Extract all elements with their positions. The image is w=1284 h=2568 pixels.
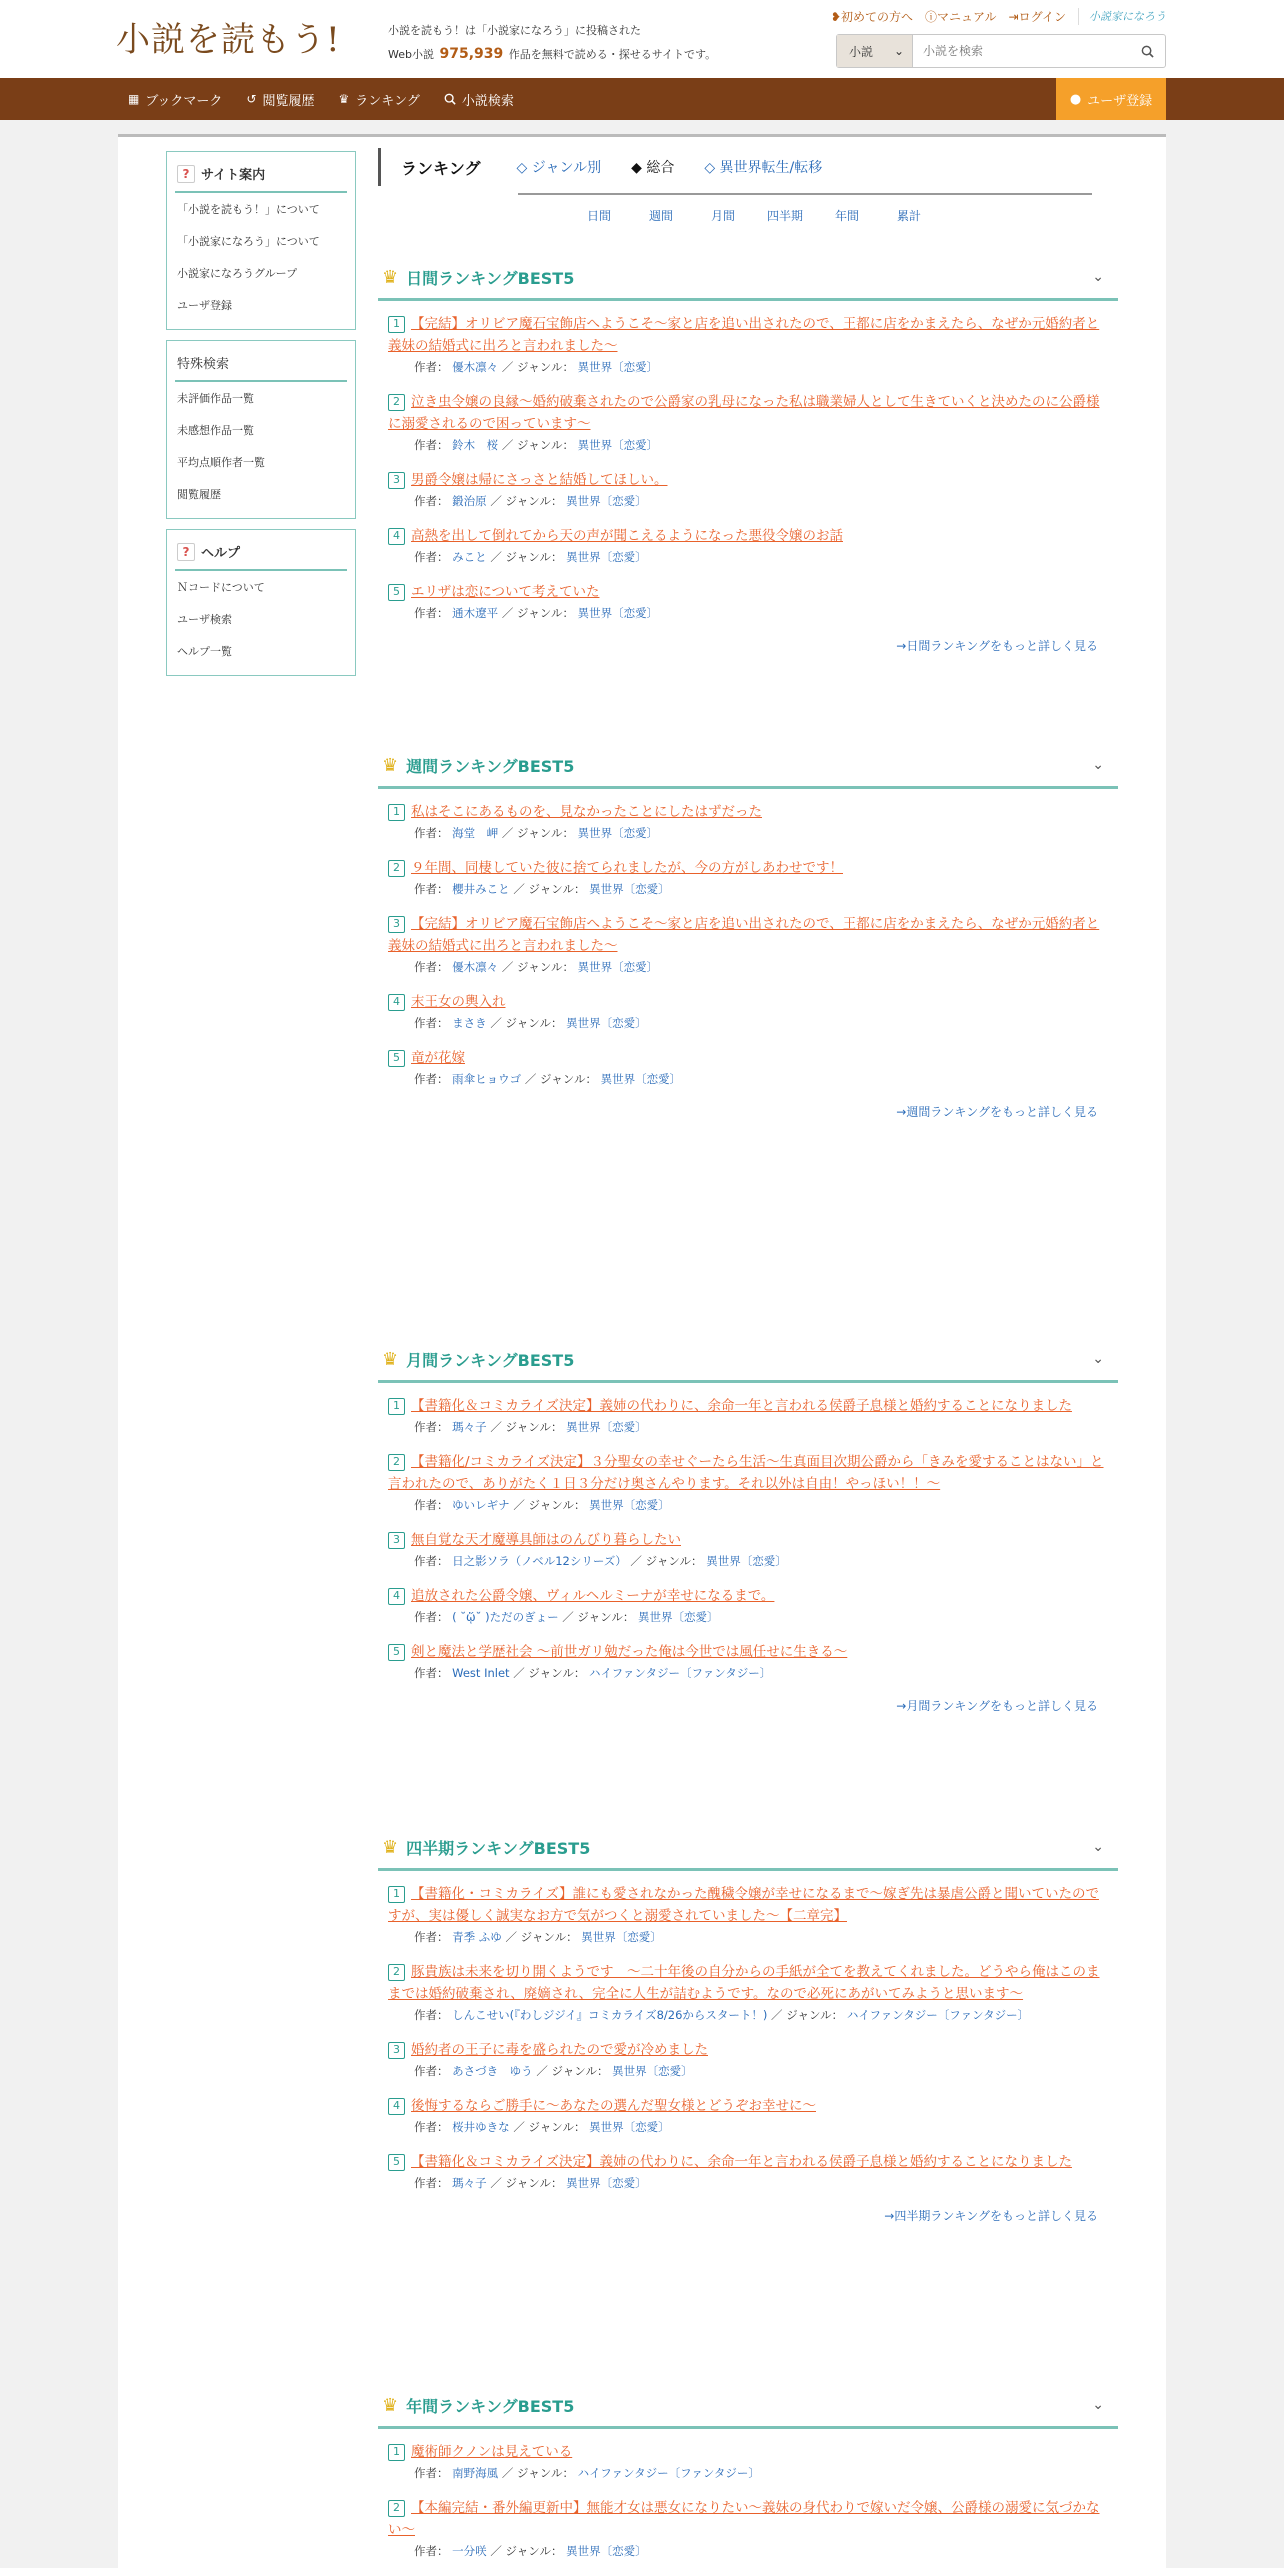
entry-meta: 作者： 桜井ゆきな ／ ジャンル： 異世界〔恋愛〕 — [414, 2120, 670, 2134]
genre-link[interactable]: 異世界〔恋愛〕 — [600, 1072, 682, 1086]
special-search-title: 特殊検索 — [175, 347, 347, 382]
page-title: ランキング — [401, 158, 481, 178]
search-type-select[interactable]: 小説 ⌄ — [837, 35, 913, 67]
sidebar-item-register[interactable]: ユーザ登録 — [177, 299, 232, 312]
crown-icon: ♛ — [382, 2395, 399, 2416]
list-item — [388, 801, 1108, 843]
author-link[interactable]: 日之影ソラ（ノベル12シリーズ） — [452, 1554, 627, 1568]
author-link[interactable]: West Inlet — [452, 1666, 510, 1680]
section-header[interactable] — [378, 2385, 1118, 2429]
chevron-down-icon: ⌄ — [893, 44, 904, 58]
genre-link[interactable]: 異世界〔恋愛〕 — [566, 2176, 647, 2190]
genre-link[interactable]: 異世界〔恋愛〕 — [566, 2544, 647, 2558]
section-header[interactable] — [378, 257, 1118, 301]
help-title: ヘルプ — [201, 546, 241, 561]
work-count: 975,939 — [439, 46, 504, 62]
special-search-box — [166, 340, 356, 519]
narou-logo-link[interactable]: 小説家になろう — [1078, 8, 1166, 25]
rank-number: 4 — [388, 2098, 405, 2115]
entry-meta: 作者： West Inlet ／ ジャンル： ハイファンタジー〔ファンタジー〕 — [414, 1666, 772, 1680]
genre-link[interactable]: 異世界〔恋愛〕 — [566, 1420, 647, 1434]
sidebar-item-about-yomou[interactable]: 「小説を読もう！」について — [177, 203, 320, 216]
novel-title-link[interactable]: 5 エリザは恋について考えていた — [388, 581, 1108, 603]
list-item — [388, 391, 1108, 455]
novel-title-link[interactable]: 3 無自覚な天才魔導具師はのんびり暮らしたい — [388, 1529, 1108, 1551]
sidebar-item-avg-score[interactable]: 平均点順作者一覧 — [177, 456, 265, 469]
section-header[interactable] — [378, 745, 1118, 789]
rank-number: 3 — [388, 1532, 405, 1549]
genre-link[interactable]: 異世界〔恋愛〕 — [577, 438, 659, 452]
genre-link[interactable]: 異世界〔恋愛〕 — [577, 606, 659, 620]
author-link[interactable]: あさづき ゆう — [452, 2064, 533, 2078]
author-link[interactable]: まさき — [452, 1016, 487, 1030]
novel-title-link[interactable]: 1 魔術師クノンは見えている — [388, 2441, 1108, 2463]
author-link[interactable]: 鈴木 桜 — [452, 438, 499, 452]
rank-number: 5 — [388, 1050, 405, 1067]
tab-overall[interactable]: ◆ 総合 — [631, 160, 675, 176]
genre-link[interactable]: 異世界〔恋愛〕 — [612, 2064, 693, 2078]
list-item — [388, 1961, 1108, 2025]
author-link[interactable]: 通木遼平 — [452, 606, 499, 620]
section-title: 日間ランキングBEST5 — [406, 269, 575, 288]
tab-isekai[interactable]: ◇ 異世界転生/転移 — [704, 160, 823, 176]
entry-meta: 作者： 瑪々子 ／ ジャンル： 異世界〔恋愛〕 — [414, 1420, 647, 1434]
entry-meta: 作者： まさき ／ ジャンル： 異世界〔恋愛〕 — [414, 1016, 647, 1030]
author-link[interactable]: 一分咲 — [452, 2544, 487, 2558]
entry-meta: 作者： 日之影ソラ（ノベル12シリーズ） ／ ジャンル： 異世界〔恋愛〕 — [414, 1554, 787, 1568]
author-link[interactable]: 海堂 岬 — [452, 826, 499, 840]
content-container — [118, 134, 1166, 2568]
sidebar-item-narou-group[interactable]: 小説家になろうグループ — [177, 267, 298, 280]
author-link[interactable]: 鍛治原 — [452, 494, 487, 508]
tagline-count: Web小説 975,939 作品を無料で読める・探せるサイトです。 — [388, 46, 717, 62]
search-icon — [1141, 45, 1154, 58]
entry-meta: 作者： ゆいレギナ ／ ジャンル： 異世界〔恋愛〕 — [414, 1498, 670, 1512]
entry-meta: 作者： 南野海風 ／ ジャンル： ハイファンタジー〔ファンタジー〕 — [414, 2466, 760, 2480]
list-item — [388, 2039, 1108, 2081]
entry-meta: 作者： しんこせい(『わしジジイ』コミカライズ8/26からスタート！) ／ ジャンル： ハイファンタジー〔ファンタジー〕 — [414, 2008, 1030, 2022]
rank-number: 3 — [388, 2042, 405, 2059]
novel-title-link[interactable]: 4 追放された公爵令嬢、ヴィルヘルミーナが幸せになるまで。 — [388, 1585, 1108, 1607]
main-nav — [0, 78, 1284, 120]
author-link[interactable]: 櫻井みこと — [452, 882, 510, 896]
login-link[interactable]: ⇥ログイン — [1008, 10, 1066, 24]
sidebar-item-user-search[interactable]: ユーザ検索 — [177, 613, 232, 626]
sidebar-item-history[interactable]: 閲覧履歴 — [177, 488, 221, 501]
genre-link[interactable]: 異世界〔恋愛〕 — [566, 550, 647, 564]
rank-number: 4 — [388, 1588, 405, 1605]
site-logo[interactable]: 小説を読もう! — [116, 20, 341, 60]
list-item — [388, 469, 1108, 511]
crown-icon: ♛ — [382, 755, 399, 776]
entry-list — [378, 789, 1118, 1089]
entry-meta: 作者： 優木凛々 ／ ジャンル： 異世界〔恋愛〕 — [414, 960, 659, 974]
genre-link[interactable]: 異世界〔恋愛〕 — [577, 826, 659, 840]
entry-meta: 作者： 優木凛々 ／ ジャンル： 異世界〔恋愛〕 — [414, 360, 659, 374]
search-button[interactable] — [1129, 35, 1165, 67]
site-header — [0, 0, 1284, 78]
chevron-down-icon[interactable]: ⌄ — [1092, 2397, 1104, 2413]
question-icon: ⓘ — [924, 10, 937, 24]
entry-meta: 作者： ( ˘ᾥ˘ )ただのぎょー ／ ジャンル： 異世界〔恋愛〕 — [414, 1610, 719, 1624]
author-link[interactable]: 優木凛々 — [452, 960, 499, 974]
rank-number: 3 — [388, 916, 405, 933]
sidebar-item-help-list[interactable]: ヘルプ一覧 — [177, 645, 232, 658]
genre-link[interactable]: 異世界〔恋愛〕 — [638, 1610, 719, 1624]
novel-title-link[interactable]: 2 ９年間、同棲していた彼に捨てられましたが、今の方がしあわせです！ — [388, 857, 1108, 879]
genre-link[interactable]: 異世界〔恋愛〕 — [566, 1016, 647, 1030]
entry-meta: 作者： 鈴木 桜 ／ ジャンル： 異世界〔恋愛〕 — [414, 438, 659, 452]
genre-link[interactable]: 異世界〔恋愛〕 — [566, 494, 647, 508]
more-link[interactable]: →月間ランキングをもっと詳しく見る — [896, 1699, 1098, 1713]
list-item — [388, 913, 1108, 977]
novel-title-link[interactable]: 4 末王女の輿入れ — [388, 991, 1108, 1013]
ranking-section-yearly — [378, 2385, 1118, 2568]
author-link[interactable]: 南野海風 — [452, 2466, 499, 2480]
list-item — [388, 2151, 1108, 2193]
entry-meta: 作者： みこと ／ ジャンル： 異世界〔恋愛〕 — [414, 550, 647, 564]
ranking-header — [378, 147, 1098, 187]
rank-number: 2 — [388, 1964, 405, 1981]
novel-title-link[interactable]: 1 【完結】オリビア魔石宝飾店へようこそ～家と店を追い出されたので、王都に店をかまえたら、なぜか元婚約者と義妹の結婚式に出ろと言われました～ — [388, 316, 1100, 354]
list-item — [388, 2095, 1108, 2137]
site-guide-title: サイト案内 — [201, 168, 266, 183]
help-box — [166, 529, 356, 676]
genre-link[interactable]: 異世界〔恋愛〕 — [589, 1498, 670, 1512]
rank-number: 2 — [388, 2500, 405, 2517]
search-bar — [836, 34, 1166, 68]
list-item — [388, 1585, 1108, 1627]
crown-icon: ♛ — [382, 1837, 399, 1858]
period-yearly[interactable]: 年間 — [834, 209, 859, 223]
genre-link[interactable]: 異世界〔恋愛〕 — [577, 360, 659, 374]
entry-list — [378, 1383, 1118, 1683]
author-link[interactable]: しんこせい(『わしジジイ』コミカライズ8/26からスタート！) — [452, 2008, 768, 2022]
genre-link[interactable]: 異世界〔恋愛〕 — [706, 1554, 787, 1568]
sidebar — [166, 151, 356, 686]
list-item — [388, 525, 1108, 567]
list-item — [388, 1451, 1108, 1515]
author-link[interactable]: 桜井ゆきな — [452, 2120, 510, 2134]
nav-history[interactable]: ↺ 閲覧履歴 — [246, 92, 315, 109]
more-link[interactable]: →日間ランキングをもっと詳しく見る — [896, 639, 1098, 653]
more-link[interactable]: →四半期ランキングをもっと詳しく見る — [884, 2209, 1098, 2223]
chevron-down-icon[interactable]: ⌄ — [1092, 269, 1104, 285]
novel-title-link[interactable]: 3 婚約者の王子に毒を盛られたので愛が冷めました — [388, 2039, 1108, 2061]
list-item — [388, 1883, 1108, 1947]
author-link[interactable]: 雨傘ヒョウゴ — [452, 1072, 522, 1086]
author-link[interactable]: 瑪々子 — [452, 2176, 487, 2190]
register-button[interactable]: ● ユーザ登録 — [1056, 78, 1166, 120]
entry-meta: 作者： 瑪々子 ／ ジャンル： 異世界〔恋愛〕 — [414, 2176, 647, 2190]
novel-title-link[interactable]: 5 竜が花嫁 — [388, 1047, 1108, 1069]
novel-title-link[interactable]: 2 豚貴族は未来を切り開くようです ～二十年後の自分からの手紙が全てを教えてくれました。どうやら俺はこのままでは婚約破棄され、廃嫡され、完全に人生が詰むようです。なので必死にあがいてみようと思います～ — [388, 1964, 1100, 2002]
nav-ranking[interactable]: ♛ ランキング — [338, 92, 420, 109]
period-weekly[interactable]: 週間 — [648, 209, 673, 223]
list-item — [388, 1047, 1108, 1089]
author-link[interactable]: ゆいレギナ — [452, 1498, 510, 1512]
history-icon: ↺ — [246, 92, 257, 106]
ranking-section-daily — [378, 257, 1118, 654]
genre-link[interactable]: 異世界〔恋愛〕 — [589, 2120, 670, 2134]
rank-number: 1 — [388, 316, 405, 333]
entry-meta: 作者： 雨傘ヒョウゴ ／ ジャンル： 異世界〔恋愛〕 — [414, 1072, 682, 1086]
list-item — [388, 2497, 1108, 2561]
period-total[interactable]: 累計 — [896, 209, 921, 223]
sidebar-item-ncode[interactable]: Ｎコードについて — [177, 581, 265, 594]
section-header[interactable] — [378, 1827, 1118, 1871]
novel-title-link[interactable]: 2 【書籍化/コミカライズ決定】３分聖女の幸せぐーたら生活～生真面目次期公爵から「きみを愛することはない」と言われたので、ありがたく１日３分だけ奥さんやります。それ以外は自由！やっほい！！～ — [388, 1454, 1104, 1492]
search-input[interactable] — [913, 35, 1129, 67]
bookmark-icon: ▦ — [128, 92, 140, 106]
user-icon: ● — [1069, 91, 1082, 107]
author-link[interactable]: ( ˘ᾥ˘ )ただのぎょー — [452, 1610, 559, 1624]
list-item — [388, 991, 1108, 1033]
rank-number: 1 — [388, 2444, 405, 2461]
novel-title-link[interactable]: 1 【書籍化＆コミカライズ決定】義姉の代わりに、余命一年と言われる侯爵子息様と婚約することになりました — [388, 1395, 1108, 1417]
tab-genre[interactable]: ◇ ジャンル別 — [516, 160, 602, 176]
rank-number: 2 — [388, 860, 405, 877]
list-item — [388, 1641, 1108, 1683]
rank-number: 1 — [388, 1398, 405, 1415]
novel-title-link[interactable]: 2 【本編完結・番外編更新中】無能才女は悪女になりたい～義妹の身代わりで嫁いだ令嬢、公爵様の溺愛に気づかない～ — [388, 2500, 1100, 2538]
rank-number: 1 — [388, 804, 405, 821]
ranking-section-weekly — [378, 745, 1118, 1120]
list-item — [388, 313, 1108, 377]
rank-number: 5 — [388, 2154, 405, 2171]
rank-number: 4 — [388, 528, 405, 545]
sidebar-item-unrated[interactable]: 未評価作品一覧 — [177, 392, 254, 405]
novel-title-link[interactable]: 3 【完結】オリビア魔石宝飾店へようこそ～家と店を追い出されたので、王都に店をかまえたら、なぜか元婚約者と義妹の結婚式に出ろと言われました～ — [388, 916, 1100, 954]
list-item — [388, 857, 1108, 899]
rank-number: 5 — [388, 1644, 405, 1661]
rank-number: 4 — [388, 994, 405, 1011]
genre-link[interactable]: 異世界〔恋愛〕 — [577, 960, 659, 974]
period-daily[interactable]: 日間 — [586, 209, 611, 223]
login-icon: ⇥ — [1008, 10, 1019, 24]
rank-number: 5 — [388, 584, 405, 601]
genre-link[interactable]: 異世界〔恋愛〕 — [581, 1930, 662, 1944]
section-title: 四半期ランキングBEST5 — [406, 1839, 591, 1858]
manual-link[interactable]: ⓘマニュアル — [924, 10, 997, 24]
section-title: 年間ランキングBEST5 — [406, 2397, 575, 2416]
entry-meta: 作者： 海堂 岬 ／ ジャンル： 異世界〔恋愛〕 — [414, 826, 659, 840]
question-icon: ? — [177, 165, 195, 183]
entry-meta: 作者： 一分咲 ／ ジャンル： 異世界〔恋愛〕 — [414, 2544, 647, 2558]
entry-meta: 作者： 通木遼平 ／ ジャンル： 異世界〔恋愛〕 — [414, 606, 659, 620]
entry-list — [378, 2429, 1118, 2561]
novel-title-link[interactable]: 1 私はそこにあるものを、見なかったことにしたはずだった — [388, 801, 1108, 823]
novel-title-link[interactable]: 2 泣き虫令嬢の良縁～婚約破棄されたので公爵家の乳母になった私は職業婦人として生きていくと決めたのに公爵様に溺愛されるので困っています～ — [388, 394, 1100, 432]
rank-number: 3 — [388, 472, 405, 489]
genre-link[interactable]: ハイファンタジー〔ファンタジー〕 — [577, 2466, 760, 2480]
genre-link[interactable]: ハイファンタジー〔ファンタジー〕 — [589, 1666, 772, 1680]
entry-meta: 作者： あさづき ゆう ／ ジャンル： 異世界〔恋愛〕 — [414, 2064, 693, 2078]
tagline: 小説を読もう！は「小説家になろう」に投稿された — [388, 24, 641, 37]
ranking-section-monthly — [378, 1339, 1118, 1714]
nav-bookmark[interactable]: ▦ ブックマーク — [128, 92, 223, 109]
site-guide-box — [166, 151, 356, 330]
section-title: 月間ランキングBEST5 — [406, 1351, 575, 1370]
entry-list — [378, 1871, 1118, 2193]
entry-meta: 作者： 青季 ふゆ ／ ジャンル： 異世界〔恋愛〕 — [414, 1930, 662, 1944]
novel-title-link[interactable]: 5 剣と魔法と学歴社会 ～前世ガリ勉だった俺は今世では風任せに生きる～ — [388, 1641, 1108, 1663]
top-links — [831, 8, 1166, 25]
novel-title-link[interactable]: 4 後悔するならご勝手に～あなたの選んだ聖女様とどうぞお幸せに～ — [388, 2095, 1108, 2117]
beginners-link[interactable]: ❥初めての方へ — [830, 10, 913, 24]
novel-title-link[interactable]: 3 男爵令嬢は帰にさっさと結婚してほしい。 — [388, 469, 1108, 491]
novel-title-link[interactable]: 5 【書籍化＆コミカライズ決定】義姉の代わりに、余命一年と言われる侯爵子息様と婚約することになりました — [388, 2151, 1108, 2173]
period-monthly[interactable]: 月間 — [710, 209, 735, 223]
crown-icon: ♛ — [382, 1349, 399, 1370]
rank-number: 2 — [388, 394, 405, 411]
period-tabs — [568, 207, 940, 224]
period-quarterly[interactable]: 四半期 — [766, 209, 803, 223]
crown-icon: ♛ — [382, 267, 399, 288]
list-item — [388, 581, 1108, 623]
sidebar-item-about-narou[interactable]: 「小説家になろう」について — [177, 235, 320, 248]
nav-search[interactable]: 小説検索 — [444, 90, 514, 109]
genre-link[interactable]: ハイファンタジー〔ファンタジー〕 — [846, 2008, 1030, 2022]
sidebar-item-no-review[interactable]: 未感想作品一覧 — [177, 424, 254, 437]
author-link[interactable]: 優木凛々 — [452, 360, 499, 374]
author-link[interactable]: 瑪々子 — [452, 1420, 487, 1434]
author-link[interactable]: みこと — [452, 550, 487, 564]
rank-number: 1 — [388, 1886, 405, 1903]
section-header[interactable] — [378, 1339, 1118, 1383]
author-link[interactable]: 青季 ふゆ — [452, 1930, 502, 1944]
book-icon: ❥ — [830, 10, 841, 24]
rank-number: 2 — [388, 1454, 405, 1471]
entry-list — [378, 301, 1118, 623]
chevron-down-icon[interactable]: ⌄ — [1092, 1839, 1104, 1855]
question-icon: ? — [177, 543, 195, 561]
chevron-down-icon[interactable]: ⌄ — [1092, 757, 1104, 773]
chevron-down-icon[interactable]: ⌄ — [1092, 1351, 1104, 1367]
novel-title-link[interactable]: 4 高熱を出して倒れてから天の声が聞こえるようになった悪役令嬢のお話 — [388, 525, 1108, 547]
crown-icon: ♛ — [338, 92, 350, 106]
search-icon — [444, 93, 456, 105]
genre-link[interactable]: 異世界〔恋愛〕 — [589, 882, 670, 896]
list-item — [388, 1395, 1108, 1437]
entry-meta: 作者： 鍛治原 ／ ジャンル： 異世界〔恋愛〕 — [414, 494, 647, 508]
section-title: 週間ランキングBEST5 — [406, 757, 575, 776]
entry-meta: 作者： 櫻井みこと ／ ジャンル： 異世界〔恋愛〕 — [414, 882, 670, 896]
list-item — [388, 2441, 1108, 2483]
novel-title-link[interactable]: 1 【書籍化・コミカライズ】誰にも愛されなかった醜穢令嬢が幸せになるまで～嫁ぎ先は暴虐公爵と聞いていたのですが、実は優しく誠実なお方で気がつくと溺愛されていました～【二章完】 — [388, 1886, 1099, 1924]
list-item — [388, 1529, 1108, 1571]
ranking-section-quarterly — [378, 1827, 1118, 2224]
more-link[interactable]: →週間ランキングをもっと詳しく見る — [896, 1105, 1098, 1119]
